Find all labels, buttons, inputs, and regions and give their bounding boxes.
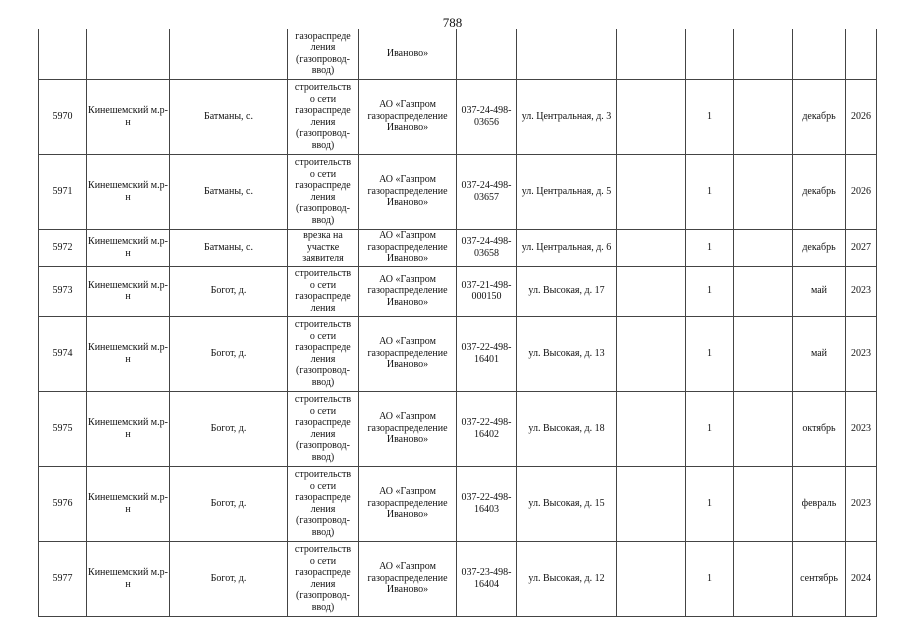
cell-address: ул. Высокая, д. 17 — [517, 266, 617, 316]
table-row — [39, 316, 877, 391]
cell-id: 037-22-498-16402 — [457, 391, 517, 466]
cell-empty — [734, 391, 793, 466]
work-type-line: о сети — [309, 168, 337, 180]
cell-no: 5974 — [39, 316, 87, 391]
cell-work-type — [288, 229, 359, 266]
work-type-line: о сети — [309, 405, 337, 417]
cell-count: 1 — [686, 229, 734, 266]
work-type-line: ввод) — [311, 376, 335, 388]
cell-empty — [734, 154, 793, 229]
work-type-line: о сети — [309, 480, 337, 492]
work-type-line: (газопровод- — [296, 365, 350, 376]
work-type-line: (газопровод- — [296, 128, 350, 139]
table-row — [39, 154, 877, 229]
cell-locality: Батманы, с. — [170, 229, 288, 266]
table-row — [39, 541, 877, 616]
cell-id — [457, 29, 517, 79]
cell-empty — [617, 29, 686, 79]
cell-empty — [617, 466, 686, 541]
cell-organization: АО «Газпром газораспределение Иваново» — [359, 466, 457, 541]
work-type-line: строительств — [294, 394, 352, 405]
cell-empty — [734, 229, 793, 266]
cell-empty — [734, 29, 793, 79]
work-type-line: о сети — [309, 330, 337, 342]
work-type-line: газораспреде — [295, 567, 351, 578]
work-type-line: газораспреде — [295, 105, 351, 116]
work-type-line: участке — [306, 241, 340, 253]
work-type-line: ввод) — [311, 214, 335, 226]
work-type-line: ления — [310, 191, 336, 203]
cell-organization: АО «Газпром газораспределение Иваново» — [359, 229, 457, 266]
cell-no: 5973 — [39, 266, 87, 316]
cell-district: Кинешемский м.р-н — [87, 79, 170, 154]
organization-line: Иваново» — [386, 48, 429, 59]
cell-organization: АО «Газпром газораспределение Иваново» — [359, 541, 457, 616]
work-type-line: газораспреде — [295, 180, 351, 191]
work-type-line: ления — [310, 578, 336, 590]
cell-address: ул. Высокая, д. 13 — [517, 316, 617, 391]
cell-work-type — [288, 391, 359, 466]
work-type-line: ввод) — [311, 451, 335, 463]
cell-organization: АО «Газпром газораспределение Иваново» — [359, 391, 457, 466]
work-type-line: о сети — [309, 279, 337, 291]
work-type-line: строительств — [294, 82, 352, 93]
cell-count: 1 — [686, 316, 734, 391]
cell-empty — [617, 154, 686, 229]
table-row — [39, 466, 877, 541]
cell-address — [517, 29, 617, 79]
cell-id: 037-24-498-03657 — [457, 154, 517, 229]
work-type-line: газораспреде — [295, 291, 351, 302]
cell-year: 2023 — [846, 316, 877, 391]
cell-work-type — [288, 79, 359, 154]
work-type-line: (газопровод- — [296, 203, 350, 214]
work-type-line: строительств — [294, 544, 352, 555]
cell-work-type — [288, 266, 359, 316]
cell-organization: АО «Газпром газораспределение Иваново» — [359, 266, 457, 316]
work-type-line: заявителя — [302, 253, 344, 265]
work-type-line: ления — [310, 42, 336, 54]
table-row-continuation — [39, 29, 877, 79]
cell-organization: АО «Газпром газораспределение Иваново» — [359, 154, 457, 229]
work-type-line: газораспреде — [295, 492, 351, 503]
cell-month: май — [793, 316, 846, 391]
work-type-line: ввод) — [311, 139, 335, 151]
cell-year: 2023 — [846, 266, 877, 316]
cell-empty — [734, 541, 793, 616]
cell-no: 5971 — [39, 154, 87, 229]
cell-empty — [734, 79, 793, 154]
work-type-line: ввод) — [311, 526, 335, 538]
cell-id: 037-22-498-16401 — [457, 316, 517, 391]
cell-no: 5972 — [39, 229, 87, 266]
cell-empty — [617, 541, 686, 616]
work-type-line: ввод) — [311, 65, 335, 77]
cell-district: Кинешемский м.р-н — [87, 466, 170, 541]
work-type-line: строительств — [294, 157, 352, 168]
work-type-line: о сети — [309, 555, 337, 567]
cell-address: ул. Центральная, д. 6 — [517, 229, 617, 266]
work-type-line: врезка на — [303, 230, 343, 242]
table-row — [39, 391, 877, 466]
cell-locality — [170, 29, 288, 79]
cell-empty — [734, 316, 793, 391]
work-type-line: ления — [310, 302, 336, 314]
cell-month: октябрь — [793, 391, 846, 466]
cell-empty — [617, 229, 686, 266]
cell-id: 037-24-498-03658 — [457, 229, 517, 266]
work-type-line: ления — [310, 353, 336, 365]
work-type-line: строительств — [294, 268, 352, 279]
cell-no: 5970 — [39, 79, 87, 154]
cell-district: Кинешемский м.р-н — [87, 229, 170, 266]
cell-organization: АО «Газпром газораспределение Иваново» — [359, 316, 457, 391]
cell-locality: Батманы, с. — [170, 154, 288, 229]
cell-address: ул. Центральная, д. 3 — [517, 79, 617, 154]
page-number: 788 — [442, 15, 463, 30]
work-type-line: газораспреде — [295, 417, 351, 428]
cell-count: 1 — [686, 391, 734, 466]
cell-month: декабрь — [793, 154, 846, 229]
table-row — [39, 79, 877, 154]
cell-locality: Батманы, с. — [170, 79, 288, 154]
cell-locality: Богот, д. — [170, 466, 288, 541]
cell-id: 037-23-498-16404 — [457, 541, 517, 616]
cell-organization — [359, 29, 457, 79]
work-type-line: о сети — [309, 93, 337, 105]
work-type-line: (газопровод- — [296, 515, 350, 526]
cell-empty — [793, 29, 846, 79]
gas-connection-table — [38, 29, 877, 617]
work-type-line: (газопровод- — [296, 440, 350, 451]
cell-empty — [617, 391, 686, 466]
cell-empty — [617, 79, 686, 154]
work-type-line: ввод) — [311, 601, 335, 613]
cell-year: 2023 — [846, 466, 877, 541]
cell-locality: Богот, д. — [170, 266, 288, 316]
cell-district — [87, 29, 170, 79]
cell-address: ул. Высокая, д. 18 — [517, 391, 617, 466]
cell-locality: Богот, д. — [170, 391, 288, 466]
cell-district: Кинешемский м.р-н — [87, 391, 170, 466]
cell-year: 2024 — [846, 541, 877, 616]
cell-empty — [617, 266, 686, 316]
cell-id: 037-22-498-16403 — [457, 466, 517, 541]
cell-empty — [617, 316, 686, 391]
cell-district: Кинешемский м.р-н — [87, 316, 170, 391]
cell-year: 2023 — [846, 391, 877, 466]
cell-address: ул. Центральная, д. 5 — [517, 154, 617, 229]
work-type-line: ления — [310, 428, 336, 440]
work-type-line: строительств — [294, 319, 352, 330]
cell-id: 037-21-498-000150 — [457, 266, 517, 316]
table-row — [39, 229, 877, 266]
cell-address: ул. Высокая, д. 12 — [517, 541, 617, 616]
cell-work-type — [288, 316, 359, 391]
cell-month: сентябрь — [793, 541, 846, 616]
cell-empty — [686, 29, 734, 79]
cell-count: 1 — [686, 466, 734, 541]
work-type-line: (газопровод- — [296, 590, 350, 601]
work-type-line: строительств — [294, 469, 352, 480]
cell-work-type — [288, 154, 359, 229]
cell-year: 2026 — [846, 79, 877, 154]
cell-district: Кинешемский м.р-н — [87, 541, 170, 616]
work-type-line: ления — [310, 116, 336, 128]
cell-count: 1 — [686, 154, 734, 229]
cell-locality: Богот, д. — [170, 541, 288, 616]
cell-district: Кинешемский м.р-н — [87, 154, 170, 229]
cell-no: 5976 — [39, 466, 87, 541]
cell-year: 2027 — [846, 229, 877, 266]
cell-month: декабрь — [793, 79, 846, 154]
work-type-line: (газопровод- — [296, 53, 350, 65]
cell-count: 1 — [686, 541, 734, 616]
cell-address: ул. Высокая, д. 15 — [517, 466, 617, 541]
cell-month: декабрь — [793, 229, 846, 266]
cell-organization: АО «Газпром газораспределение Иваново» — [359, 79, 457, 154]
cell-no: 5975 — [39, 391, 87, 466]
cell-no — [39, 29, 87, 79]
cell-count: 1 — [686, 79, 734, 154]
table-body — [39, 29, 877, 616]
cell-work-type — [288, 29, 359, 79]
work-type-line: ления — [310, 503, 336, 515]
cell-id: 037-24-498-03656 — [457, 79, 517, 154]
cell-work-type — [288, 466, 359, 541]
cell-month: май — [793, 266, 846, 316]
cell-district: Кинешемский м.р-н — [87, 266, 170, 316]
table-row — [39, 266, 877, 316]
cell-empty — [846, 29, 877, 79]
cell-empty — [734, 266, 793, 316]
cell-month: февраль — [793, 466, 846, 541]
cell-year: 2026 — [846, 154, 877, 229]
cell-locality: Богот, д. — [170, 316, 288, 391]
cell-count: 1 — [686, 266, 734, 316]
work-type-line: газораспреде — [295, 342, 351, 353]
cell-empty — [734, 466, 793, 541]
work-type-line: газораспреде — [295, 30, 351, 42]
cell-no: 5977 — [39, 541, 87, 616]
cell-work-type — [288, 541, 359, 616]
